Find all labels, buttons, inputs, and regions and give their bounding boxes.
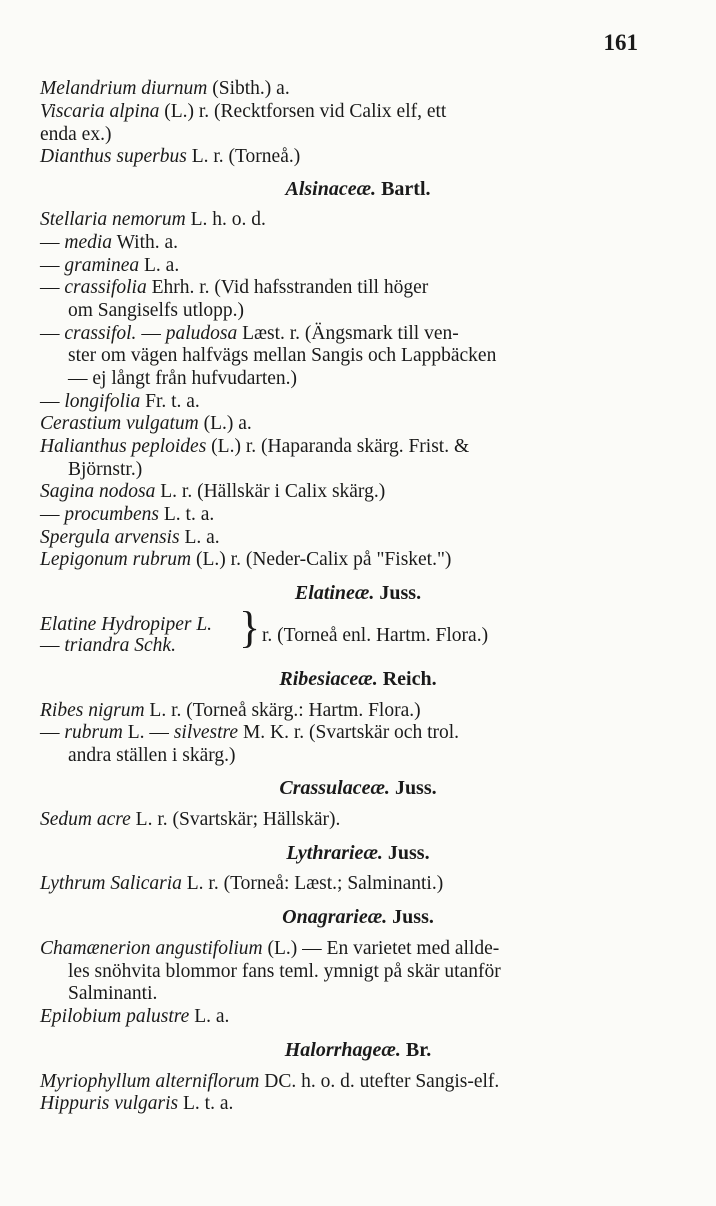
entry-viscaria-cont: enda ex.): [40, 124, 112, 145]
entry-stellaria-media: — media With. a.: [40, 232, 179, 253]
entry-epilobium: Epilobium palustre L. a.: [40, 1006, 230, 1027]
entry-halianthus: Halianthus peploides (L.) r. (Haparanda skärg. Frist. &: [40, 436, 470, 457]
entry-ribes-rubrum: — rubrum L. — silvestre M. K. r. (Svartskär och trol.: [40, 722, 460, 743]
family-heading-elatineae: Elatineæ. Juss.: [294, 582, 422, 604]
entry-viscaria: Viscaria alpina (L.) r. (Recktforsen vid Calix elf, ett: [40, 101, 447, 122]
entry-spergula: Spergula arvensis L. a.: [40, 527, 220, 548]
entry-sagina-procumbens: — procumbens L. t. a.: [40, 504, 215, 525]
entry-lepigonum: Lepigonum rubrum (L.) r. (Neder-Calix på "Fisket."): [40, 549, 452, 570]
entry-halianthus-cont: Björnstr.): [68, 459, 143, 480]
entry-melandrium: Melandrium diurnum (Sibth.) a.: [40, 78, 290, 99]
entry-chamaenerion: Chamænerion angustifolium (L.) — En varietet med allde-: [40, 938, 500, 959]
family-heading-onagrarieae: Onagrarieæ. Juss.: [282, 906, 434, 928]
entry-stellaria-paludosa-cont1: ster om vägen halfvägs mellan Sangis och Lappbäcken: [68, 345, 497, 366]
page-number: 161: [603, 30, 638, 55]
entry-chamaenerion-cont2: Salminanti.: [68, 983, 158, 1004]
entry-cerastium: Cerastium vulgatum (L.) a.: [40, 413, 252, 434]
entry-stellaria-paludosa-cont2: — ej långt från hufvudarten.): [68, 368, 298, 389]
entry-elatine-note: r. (Torneå enl. Hartm. Flora.): [262, 625, 489, 646]
family-heading-crassulaceae: Crassulaceæ. Juss.: [279, 777, 437, 799]
entry-hippuris: Hippuris vulgaris L. t. a.: [40, 1093, 234, 1114]
entry-ribes-rubrum-cont: andra ställen i skärg.): [68, 745, 236, 766]
family-heading-lythrarieae: Lythrarieæ. Juss.: [286, 842, 430, 864]
entry-dianthus: Dianthus superbus L. r. (Torneå.): [40, 146, 301, 167]
family-heading-halorrhageae: Halorrhageæ. Br.: [284, 1039, 432, 1061]
entry-stellaria-nemorum: Stellaria nemorum L. h. o. d.: [40, 209, 266, 230]
brace-symbol: }: [239, 603, 261, 652]
entry-sagina-nodosa: Sagina nodosa L. r. (Hällskär i Calix skärg.): [40, 481, 386, 502]
entry-elatine-hydropiper: Elatine Hydropiper L.: [40, 614, 213, 635]
family-heading-alsinaceae: Alsinaceæ. Bartl.: [285, 178, 431, 200]
entry-stellaria-crassifolia-cont: om Sangiselfs utlopp.): [68, 300, 245, 321]
entry-myriophyllum: Myriophyllum alterniflorum DC. h. o. d. utefter Sangis-elf.: [40, 1071, 500, 1092]
entry-lythrum: Lythrum Salicaria L. r. (Torneå: Læst.; Salminanti.): [40, 873, 444, 894]
entry-stellaria-paludosa: — crassifol. — paludosa Læst. r. (Ängsmark till ven-: [40, 323, 459, 344]
entry-elatine-triandra: — triandra Schk.: [40, 635, 176, 656]
entry-chamaenerion-cont1: les snöhvita blommor fans teml. ymnigt på skär utanför: [68, 961, 501, 982]
entry-ribes-nigrum: Ribes nigrum L. r. (Torneå skärg.: Hartm. Flora.): [40, 700, 421, 721]
entry-stellaria-crassifolia: — crassifolia Ehrh. r. (Vid hafsstranden till höger: [40, 277, 429, 298]
entry-stellaria-longifolia: — longifolia Fr. t. a.: [40, 391, 200, 412]
entry-sedum: Sedum acre L. r. (Svartskär; Hällskär).: [40, 809, 341, 830]
family-heading-ribesiaceae: Ribesiaceæ. Reich.: [279, 668, 437, 690]
entry-stellaria-graminea: — graminea L. a.: [40, 255, 180, 276]
